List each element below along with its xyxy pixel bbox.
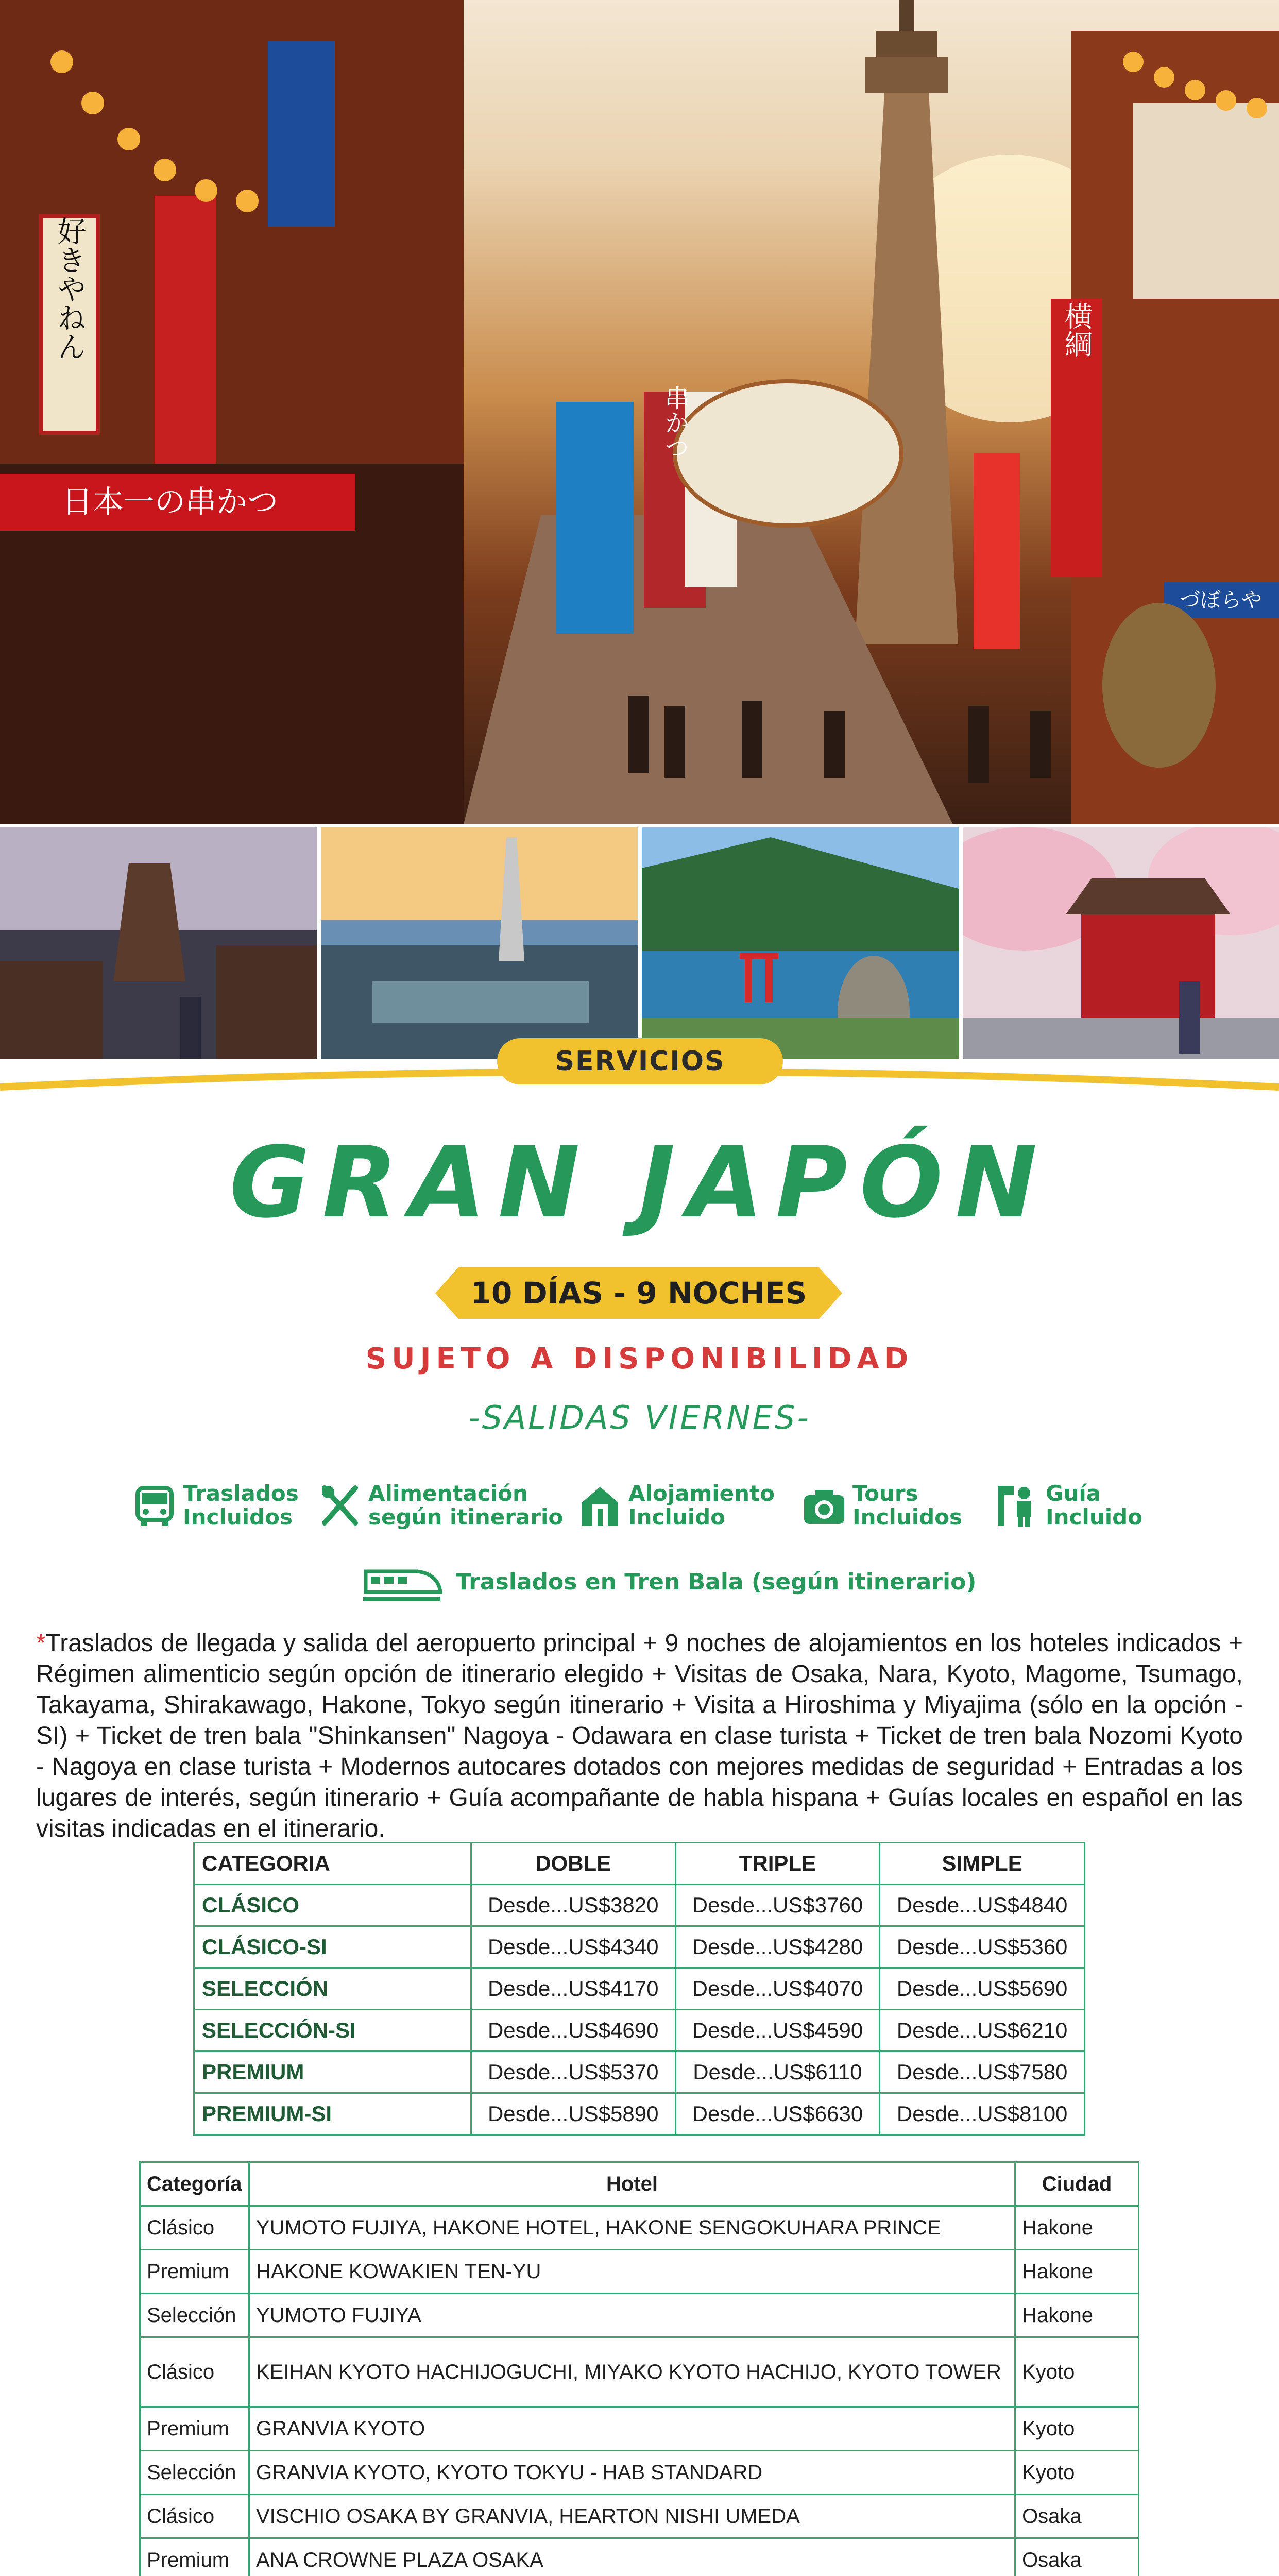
price-table-header <box>194 1843 1085 1885</box>
hotel-row <box>140 2294 1139 2337</box>
hotel-names: VISCHIO OSAKA BY GRANVIA, HEARTON NISHI UMEDA <box>249 2495 1015 2538</box>
price-triple: Desde...US$6110 <box>675 2052 880 2093</box>
hero-image <box>0 0 1279 824</box>
hotel-city: Osaka <box>1015 2495 1139 2538</box>
hotel-category: Clásico <box>140 2495 249 2538</box>
hotel-row <box>140 2451 1139 2495</box>
hotel-category: Premium <box>140 2538 249 2576</box>
hotel-names: ANA CROWNE PLAZA OSAKA <box>249 2538 1015 2576</box>
photo-lake-torii <box>642 827 959 1059</box>
price-single: Desde...US$4840 <box>880 1885 1085 1926</box>
service-lodging-line2: Incluido <box>628 1504 726 1530</box>
price-single: Desde...US$8100 <box>880 2093 1085 2135</box>
price-double: Desde...US$4340 <box>471 1926 675 1968</box>
hotel-row <box>140 2250 1139 2294</box>
hotel-names: YUMOTO FUJIYA <box>249 2294 1015 2337</box>
service-lodging <box>577 1479 783 1535</box>
hotel-city: Osaka <box>1015 2538 1139 2576</box>
hotel-names: HAKONE KOWAKIEN TEN-YU <box>249 2250 1015 2294</box>
sign-kushikatsu: 日本一の串かつ <box>62 484 278 520</box>
price-single: Desde...US$5360 <box>880 1926 1085 1968</box>
bullet-train-label: Traslados en Tren Bala (según itinerario) <box>456 1569 977 1595</box>
osaka-street-illustration <box>0 0 1279 824</box>
price-category: CLÁSICO-SI <box>194 1926 471 1968</box>
description-text: Traslados de llegada y salida del aeropuerto principal + 9 noches de alojamientos en los hoteles indicados + Régimen alimenticio según opción de itinerario elegido + Visitas de Osaka, Nara, Kyoto, Magome, Tsumago, Takayama, Shirakawago, Hakone, Tokyo según itinerario + Visita a Hiroshima y Miyajima (sólo en la opción -SI) + Ticket de tren bala "Shinkansen" Nagoya - Odawara en clase turista + Ticket de tren bala Nozomi Kyoto - Nagoya en clase turista + Modernos autocares dotados con mejores medidas de seguridad + Entradas a los lugares de interés, según itinerario + Guía acompañante de habla hispana + Guías locales en español en las visitas indicadas en el itinerario. <box>36 1630 1243 1842</box>
hotel-category: Premium <box>140 2250 249 2294</box>
service-guide <box>994 1479 1149 1535</box>
price-category: PREMIUM-SI <box>194 2093 471 2135</box>
price-single: Desde...US$7580 <box>880 2052 1085 2093</box>
hotel-city: Hakone <box>1015 2206 1139 2250</box>
service-transfers-line2: Incluidos <box>183 1504 293 1530</box>
page-title: GRAN JAPÓN <box>229 1126 1050 1240</box>
hotel-category: Clásico <box>140 2337 249 2407</box>
hotel-category: Premium <box>140 2407 249 2451</box>
price-triple: Desde...US$3760 <box>675 1885 880 1926</box>
price-single: Desde...US$6210 <box>880 2010 1085 2052</box>
service-lodging-line1: Alojamiento <box>628 1481 775 1506</box>
service-guide-line2: Incluido <box>1046 1504 1143 1530</box>
price-row <box>194 2010 1085 2052</box>
price-double: Desde...US$5370 <box>471 2052 675 2093</box>
service-guide-line1: Guía <box>1046 1481 1101 1506</box>
price-single: Desde...US$5690 <box>880 1968 1085 2010</box>
price-triple: Desde...US$4070 <box>675 1968 880 2010</box>
photo-city-tower <box>321 827 638 1059</box>
price-row <box>194 1885 1085 1926</box>
hotel-city: Kyoto <box>1015 2451 1139 2495</box>
sign-zuboraya: づぼらや <box>1180 588 1262 612</box>
price-double: Desde...US$4690 <box>471 2010 675 2052</box>
price-double: Desde...US$3820 <box>471 1885 675 1926</box>
sign-kushikatsu-2: 串かつ <box>660 385 689 460</box>
photo-temple-sakura <box>963 827 1279 1059</box>
sign-suki: 好きやねん <box>53 216 87 361</box>
price-category: SELECCIÓN-SI <box>194 2010 471 2052</box>
guide-icon <box>994 1483 1041 1529</box>
price-category: CLÁSICO <box>194 1885 471 1926</box>
hotel-names: KEIHAN KYOTO HACHIJOGUCHI, MIYAKO KYOTO HACHIJO, KYOTO TOWER <box>249 2337 1015 2407</box>
service-tours-line2: Incluidos <box>852 1504 963 1530</box>
hotel-icon <box>577 1483 623 1529</box>
departures-label: -SALIDAS VIERNES- <box>468 1399 811 1436</box>
bullet-train-icon <box>361 1561 443 1607</box>
price-category: SELECCIÓN <box>194 1968 471 2010</box>
duration-label: 10 DÍAS - 9 NOCHES <box>470 1276 807 1311</box>
service-transfers <box>131 1479 301 1535</box>
availability-notice: SUJETO A DISPONIBILIDAD <box>365 1342 914 1376</box>
service-meals-line1: Alimentación <box>368 1481 528 1506</box>
description-star: * <box>36 1630 46 1657</box>
hotel-names: YUMOTO FUJIYA, HAKONE HOTEL, HAKONE SENGOKUHARA PRINCE <box>249 2206 1015 2250</box>
service-meals-line2: según itinerario <box>368 1504 564 1530</box>
hotel-city: Kyoto <box>1015 2407 1139 2451</box>
hotel-header-city: Ciudad <box>1015 2162 1139 2206</box>
hotel-names: GRANVIA KYOTO <box>249 2407 1015 2451</box>
hotel-row <box>140 2538 1139 2576</box>
servicios-badge: SERVICIOS <box>497 1038 783 1084</box>
price-double: Desde...US$4170 <box>471 1968 675 2010</box>
hotel-city: Hakone <box>1015 2250 1139 2294</box>
hotel-city: Kyoto <box>1015 2337 1139 2407</box>
hotel-category: Clásico <box>140 2206 249 2250</box>
service-tours-line1: Tours <box>852 1481 918 1506</box>
price-header-single: SIMPLE <box>880 1843 1085 1885</box>
hotel-city: Hakone <box>1015 2294 1139 2337</box>
service-meals <box>317 1479 564 1535</box>
price-header-triple: TRIPLE <box>675 1843 880 1885</box>
photo-strip <box>0 827 1279 1059</box>
utensils-icon <box>317 1483 363 1529</box>
price-header-double: DOBLE <box>471 1843 675 1885</box>
hotel-row <box>140 2206 1139 2250</box>
hotel-header-hotel: Hotel <box>249 2162 1015 2206</box>
bus-icon <box>131 1483 178 1529</box>
hotel-row <box>140 2337 1139 2407</box>
price-row <box>194 2052 1085 2093</box>
hotel-row <box>140 2495 1139 2538</box>
price-triple: Desde...US$4590 <box>675 2010 880 2052</box>
service-transfers-line1: Traslados <box>183 1481 299 1506</box>
camera-icon <box>801 1483 847 1529</box>
hotel-category: Selección <box>140 2294 249 2337</box>
hotel-table <box>139 2161 1139 2576</box>
price-double: Desde...US$5890 <box>471 2093 675 2135</box>
included-services-description <box>36 1628 1243 1844</box>
price-row <box>194 2093 1085 2135</box>
sign-yokozuna: 横綱 <box>1060 302 1093 358</box>
hotel-row <box>140 2407 1139 2451</box>
price-row <box>194 1926 1085 1968</box>
photo-pagoda-street <box>0 827 317 1059</box>
hotel-category: Selección <box>140 2451 249 2495</box>
service-tours <box>801 1479 971 1535</box>
price-table <box>193 1842 1085 2136</box>
hotel-table-header <box>140 2162 1139 2206</box>
price-category: PREMIUM <box>194 2052 471 2093</box>
price-triple: Desde...US$6630 <box>675 2093 880 2135</box>
price-header-category: CATEGORIA <box>194 1843 471 1885</box>
hotel-names: GRANVIA KYOTO, KYOTO TOKYU - HAB STANDARD <box>249 2451 1015 2495</box>
price-row <box>194 1968 1085 2010</box>
hotel-header-category: Categoría <box>140 2162 249 2206</box>
price-triple: Desde...US$4280 <box>675 1926 880 1968</box>
